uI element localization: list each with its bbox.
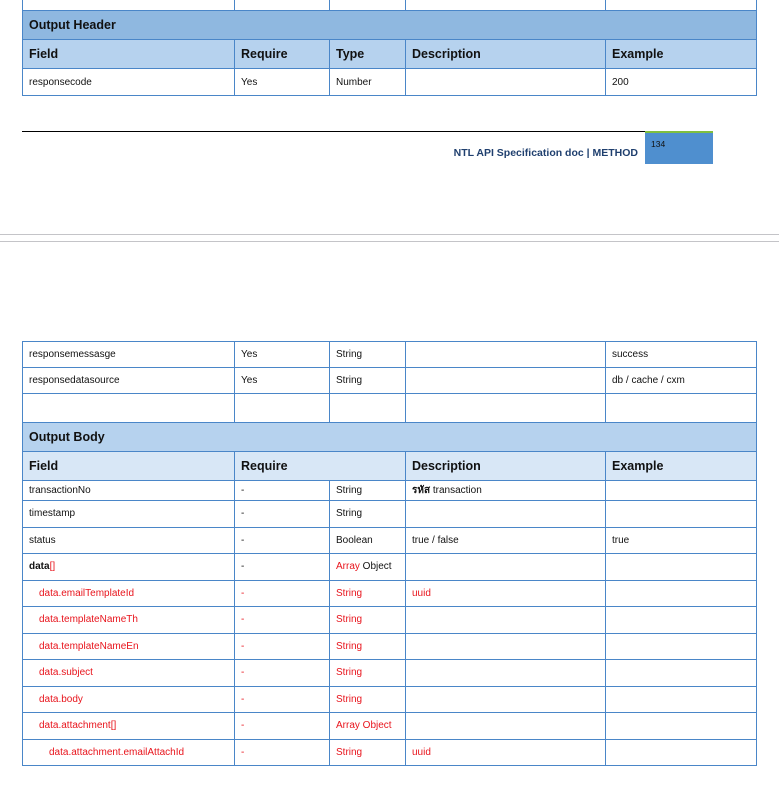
cell-description [406,660,606,687]
cell-type [330,368,406,394]
cell-field [23,739,235,766]
cell-field [23,394,235,423]
column-header: Field [23,452,235,481]
cell-field [23,501,235,528]
cell-require [235,527,330,554]
cell-text: - [241,614,245,626]
cell-example [606,633,757,660]
table-row [23,481,757,501]
cell-require [235,368,330,394]
cell-text: data.templateNameTh [39,614,138,626]
cell-text: data.emailTemplateId [39,587,135,599]
cell-text: responsemessasge [29,349,116,360]
cell-description [406,713,606,740]
cell-description [406,481,606,501]
cell-text: Object [359,561,392,573]
page-separator [0,241,779,242]
output-header-table [22,0,757,96]
cell-field [23,368,235,394]
cell-field [23,481,235,501]
cell-require [235,394,330,423]
cell-type [330,69,406,96]
table-row [23,660,757,687]
cell-type [330,527,406,554]
cell-text: String [336,640,363,652]
cell-text: uuid [412,746,431,758]
table-row [23,739,757,766]
cell-text: - [241,720,245,732]
cell-text: Array Object [336,720,392,732]
table-row [23,394,757,423]
cell-text: true [612,534,630,546]
cell-example [606,501,757,528]
cell-text: transaction [430,485,482,496]
cell-text: Boolean [336,534,373,546]
cell-text: - [241,587,245,599]
cell-type [330,554,406,581]
cell-field [23,660,235,687]
cell-field [23,554,235,581]
table-row [23,527,757,554]
page-number: 134 [651,139,666,149]
cell-text: Yes [241,375,258,386]
cell-text: - [241,561,245,573]
section-row [23,423,757,452]
cell-example [606,739,757,766]
table-row [23,633,757,660]
cell-example [606,660,757,687]
cell-field [23,607,235,634]
section-title: Output Header [23,11,757,40]
footer-divider [22,131,645,132]
cell-type [330,580,406,607]
cell-text: status [29,534,56,546]
cell-field [23,527,235,554]
cell-text: data.templateNameEn [39,640,139,652]
column-header: Require [235,40,330,69]
column-header: Require [235,452,406,481]
cell-example [606,527,757,554]
cell-text: responsecode [29,76,92,88]
cell-text: String [336,375,363,386]
cell-example [606,580,757,607]
cell-field [23,69,235,96]
cell-field [23,580,235,607]
cell-text: String [336,746,363,758]
table-row [23,686,757,713]
cell-text: Array [336,561,360,573]
table-row-partial [23,0,757,11]
cell-text: - [241,508,245,520]
cell-description [406,633,606,660]
cell-example [606,686,757,713]
column-header: Description [406,40,606,69]
cell-text: data.subject [39,667,93,679]
column-header: Field [23,40,235,69]
table-row [23,580,757,607]
cell-text: String [336,508,363,520]
header-row [23,40,757,69]
cell-text: true / false [412,534,459,546]
cell-example [606,69,757,96]
cell-text: - [241,485,245,496]
cell-type [330,501,406,528]
table-row [23,501,757,528]
cell-require [235,554,330,581]
cell-text: 200 [612,76,629,88]
page-number-box [645,131,713,164]
cell-example [606,607,757,634]
cell-require [235,481,330,501]
column-header: Example [606,40,757,69]
cell-require [235,69,330,96]
cell-require [235,713,330,740]
cell-field [23,342,235,368]
cell-require [235,501,330,528]
cell-type [330,607,406,634]
cell-type [330,394,406,423]
cell-description [406,342,606,368]
cell-require [235,686,330,713]
cell-description [406,607,606,634]
cell-text: - [241,693,245,705]
column-header: Example [606,452,757,481]
cell-type [330,633,406,660]
cell-type [330,686,406,713]
cell-text: data.body [39,693,83,705]
cell-text: String [336,587,363,599]
cell-require [235,580,330,607]
table-row [23,713,757,740]
cell-description [406,368,606,394]
footer-title: NTL API Specification doc | METHOD [453,147,638,159]
cell-text: data [29,561,50,573]
table-row [23,368,757,394]
cell-example [606,481,757,501]
cell-type [330,660,406,687]
cell-text: String [336,693,363,705]
cell-field [23,633,235,660]
output-body-table [22,341,757,766]
cell-type [330,739,406,766]
cell-field [23,713,235,740]
cell-require [235,739,330,766]
table-row [23,607,757,634]
table-row [23,342,757,368]
cell-require [235,607,330,634]
cell-type [330,342,406,368]
section-title: Output Body [23,423,757,452]
cell-text: success [612,349,649,360]
cell-text: String [336,349,363,360]
cell-text: Yes [241,76,258,88]
cell-text: timestamp [29,508,76,520]
section-row [23,11,757,40]
cell-example [606,342,757,368]
cell-text: String [336,485,363,496]
cell-description [406,554,606,581]
cell-description [406,69,606,96]
cell-text: Yes [241,349,258,360]
cell-text: responsedatasource [29,375,120,386]
table-row [23,69,757,96]
cell-text: [] [49,561,56,573]
cell-require [235,660,330,687]
cell-example [606,368,757,394]
cell-text: uuid [412,587,431,599]
cell-text: รหัส [412,485,431,496]
cell-description [406,686,606,713]
column-header: Type [330,40,406,69]
cell-text: Number [336,76,372,88]
header-row [23,452,757,481]
column-header: Description [406,452,606,481]
cell-text: data.attachment.emailAttachId [49,746,185,758]
cell-type [330,481,406,501]
cell-description [406,527,606,554]
cell-text: String [336,614,363,626]
cell-text: - [241,746,245,758]
cell-description [406,501,606,528]
cell-example [606,554,757,581]
table-row [23,554,757,581]
cell-text: transactionNo [29,485,91,496]
cell-require [235,633,330,660]
page-separator [0,234,779,235]
cell-example [606,394,757,423]
cell-description [406,394,606,423]
cell-text: data.attachment[] [39,720,117,732]
cell-example [606,713,757,740]
cell-text: - [241,640,245,652]
cell-field [23,686,235,713]
cell-text: db / cache / cxm [612,375,685,386]
cell-text: String [336,667,363,679]
cell-description [406,739,606,766]
cell-text: - [241,534,245,546]
cell-text: - [241,667,245,679]
cell-type [330,713,406,740]
cell-description [406,580,606,607]
cell-require [235,342,330,368]
